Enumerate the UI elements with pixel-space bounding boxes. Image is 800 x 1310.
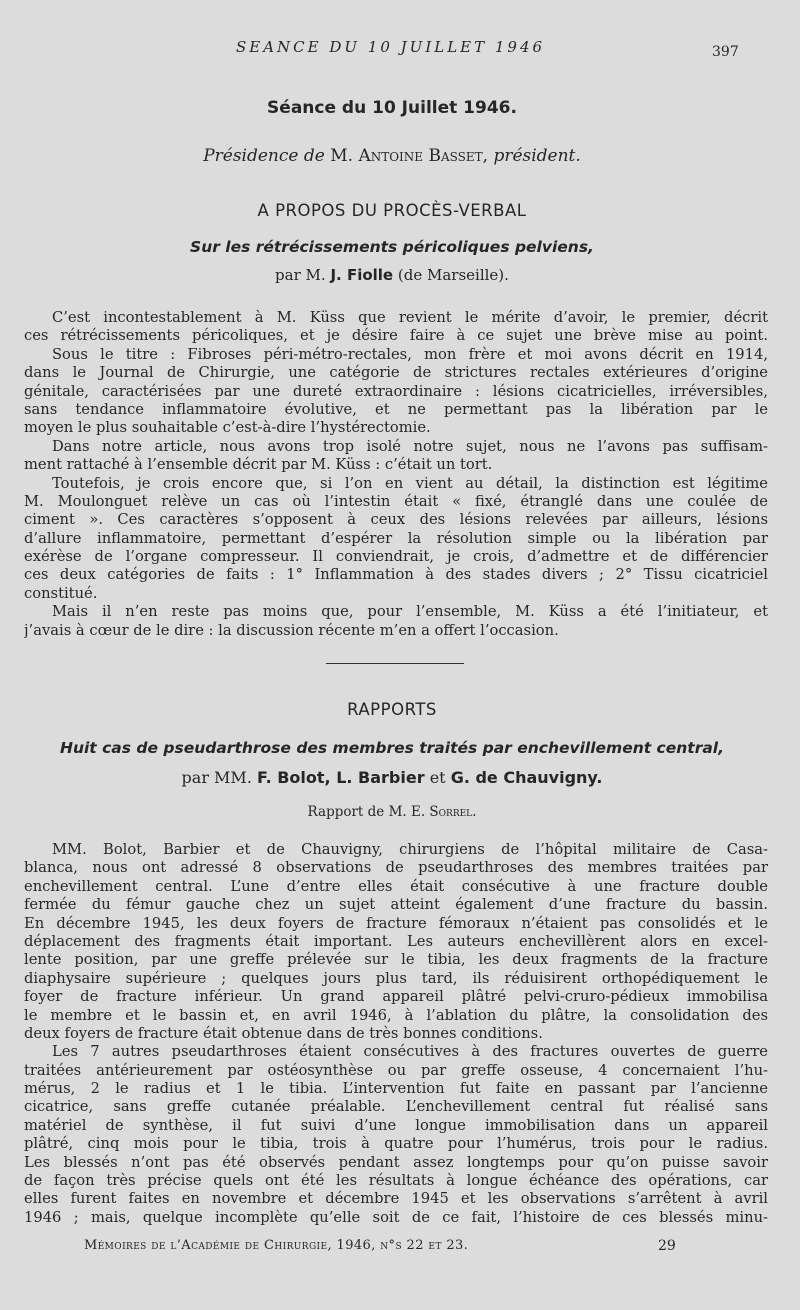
text-line: matériel de synthèse, il fut suivi d’une longue immobilisation dans un appareil — [24, 1116, 768, 1134]
text-line: En décembre 1945, les deux foyers de fracture fémoraux n’étaient pas consolidés et le — [24, 914, 768, 932]
text-line: ces rétrécissements péricoliques, et je désire faire à ce sujet une brève mise au point. — [24, 327, 768, 345]
text-line: sans tendance inflammatoire évolutive, et ne permettant pas la libération par le — [24, 400, 768, 418]
proces-verbal-body — [24, 309, 768, 640]
section-divider — [326, 663, 464, 664]
footer-citation: Mémoires de l’Académie de Chirurgie, 1946, n°s 22 et 23. — [84, 1238, 469, 1253]
text-line: cicatrice, sans greffe cutanée préalable. L’enchevillement central fut réalisé sans — [24, 1098, 768, 1116]
text-line: Les 7 autres pseudarthroses étaient consécutives à des fractures ouvertes de guerre — [52, 1043, 768, 1061]
seance-title: Séance du 10 Juillet 1946. — [267, 98, 517, 118]
byline-author-2: G. de Chauvigny. — [450, 768, 603, 787]
byline-suffix: (de Marseille). — [397, 266, 509, 284]
article-title: Sur les rétrécissements péricoliques pelviens, — [190, 238, 594, 256]
text-line: de façon très précise quels ont été les résultats à longue échéance des opérations, car — [24, 1172, 768, 1190]
text-line: déplacement des fragments était important. Les auteurs enchevillèrent alors en excel- — [24, 932, 768, 950]
text-line: enchevillement central. L’une d’entre elles était consécutive à une fracture double — [24, 877, 768, 895]
rapports-heading: RAPPORTS — [347, 700, 437, 719]
byline-author: J. Fiolle — [330, 266, 394, 284]
text-line: Dans notre article, nous avons trop isolé notre sujet, nous ne l’avons pas suffisam- — [52, 437, 768, 455]
text-line: C’est incontestablement à M. Küss que revient le mérite d’avoir, le premier, décrit — [52, 309, 768, 326]
text-line: j’avais à cœur de le dire : la discussion récente m’en a offert l’occasion. — [24, 621, 559, 639]
presidence-mid: M. — [330, 146, 354, 166]
presidence-prefix: Présidence de — [203, 146, 325, 166]
text-line: d’allure inflammatoire, permettant d’espérer la résolution simple ou la libération par — [24, 529, 768, 547]
text-line: ces deux catégories de faits : 1° Inflammation à des stades divers ; 2° Tissu cicatriciel — [24, 566, 768, 584]
text-line: blanca, nous ont adressé 8 observations de pseudarthroses des membres traitées par — [24, 859, 768, 877]
text-line: foyer de fracture inférieur. Un grand appareil plâtré pelvi-cruro-pédieux immobilisa — [24, 988, 768, 1006]
text-line: 1946 ; mais, quelque incomplète qu’elle soit de ce fait, l’histoire de ces blessés minu- — [24, 1208, 768, 1226]
text-line: ciment ». Ces caractères s’opposent à ceux des lésions relevées par ailleurs, lésions — [24, 511, 768, 529]
rapporteur-name: Sorrel. — [429, 804, 477, 820]
text-line: ment rattaché à l’ensemble décrit par M. Küss : c’était un tort. — [24, 456, 493, 474]
text-line: Mais il n’en reste pas moins que, pour l’ensemble, M. Küss a été l’initiateur, et — [52, 603, 768, 621]
presidence-line: Présidence de M. Antoine Basset, président. — [203, 146, 581, 166]
text-line: constitué. — [24, 584, 98, 602]
president-name: Antoine Basset — [358, 146, 483, 166]
footer-number: 29 — [658, 1238, 676, 1254]
text-line: dans le Journal de Chirurgie, une catégorie de strictures rectales extérieures d’origine — [24, 364, 768, 382]
text-line: MM. Bolot, Barbier et de Chauvigny, chirurgiens de l’hôpital militaire de Casa- — [52, 841, 768, 858]
byline-authors: F. Bolot, L. Barbier — [257, 768, 425, 787]
rapporteur-line — [20, 804, 764, 820]
text-line: deux foyers de fracture était obtenue dans de très bonnes conditions. — [24, 1024, 543, 1042]
text-line: Sous le titre : Fibroses péri-métro-rectales, mon frère et moi avons décrit en 1914, — [52, 345, 768, 363]
byline-et: et — [429, 768, 446, 787]
byline-prefix: par M. — [275, 266, 326, 284]
text-line: diaphysaire supérieure ; quelques jours plus tard, ils réduisirent orthopédiquement le — [24, 969, 768, 987]
text-line: traitées antérieurement par ostéosynthèse ou par greffe osseuse, 4 concernaient l’hu- — [24, 1061, 768, 1079]
text-line: le membre et le bassin et, en avril 1946, à l’ablation du plâtre, la consolidation des — [24, 1006, 768, 1024]
text-line: mérus, 2 le radius et 1 le tibia. L’intervention fut faite en passant par l’ancienne — [24, 1080, 768, 1098]
report-title: Huit cas de pseudarthrose des membres traités par enchevillement central, — [59, 739, 724, 757]
text-line: elles furent faites en novembre et décembre 1945 et les observations s’arrêtent à avril — [24, 1190, 768, 1208]
presidence-suffix: président. — [493, 146, 581, 166]
report-byline — [20, 768, 764, 787]
text-line: génitale, caractérisées par une dureté extraordinaire : lésions cicatricielles, irréversibles, — [24, 382, 768, 400]
rapport-body — [24, 841, 768, 1227]
proces-verbal-heading: A PROPOS DU PROCÈS-VERBAL — [257, 201, 527, 220]
article-byline — [20, 266, 764, 284]
page-number: 397 — [712, 44, 739, 60]
text-line: fermée du fémur gauche chez un sujet atteint également d’une fracture du bassin. — [24, 896, 768, 914]
byline-prefix: par MM. — [181, 768, 252, 787]
text-line: lente position, par une greffe prélevée sur le tibia, les deux fragments de la fracture — [24, 951, 768, 969]
text-line: plâtré, cinq mois pour le tibia, trois à quatre pour l’humérus, trois pour le radius. — [24, 1135, 768, 1153]
text-line: Les blessés n’ont pas été observés pendant assez longtemps pour qu’on puisse savoir — [24, 1153, 768, 1171]
running-title: SEANCE DU 10 JUILLET 1946 — [236, 38, 546, 56]
rapporteur-prefix: Rapport de M. E. — [307, 804, 426, 820]
text-line: moyen le plus souhaitable c’est-à-dire l’hystérectomie. — [24, 419, 431, 437]
text-line: M. Moulonguet relève un cas où l’intestin était « fixé, étranglé dans une coulée de — [24, 492, 768, 510]
text-line: exérèse de l’organe compresseur. Il conviendrait, je crois, d’admettre et de différencier — [24, 548, 768, 566]
text-line: Toutefois, je crois encore que, si l’on en vient au détail, la distinction est légitime — [52, 474, 768, 492]
